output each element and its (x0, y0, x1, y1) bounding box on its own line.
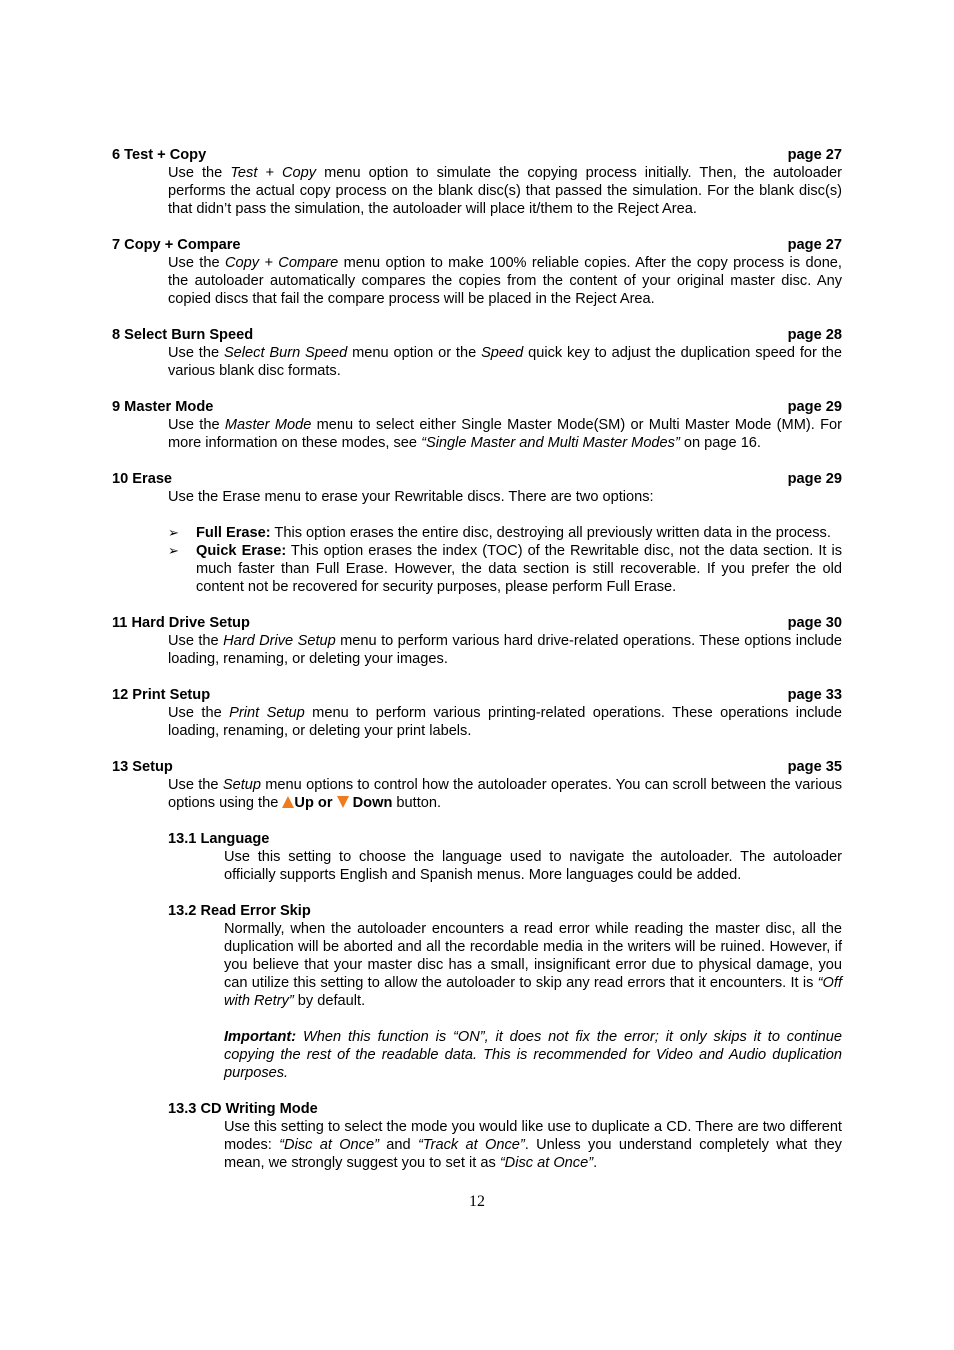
section-page-ref: page 29 (787, 399, 842, 415)
list-item: ➢ Quick Erase: This option erases the index (TOC) of the Rewritable disc, not the data section. It is much faster than Full Erase. However, the data section is still recoverable. If you prefer the old content not be recovered for security purposes, please perform Full Erase. (168, 543, 842, 595)
manual-page (112, 146, 842, 1172)
subsection-cd-writing-mode (168, 1100, 842, 1172)
subsection-body: Use this setting to choose the language used to navigate the autoloader. The autoloader officially supports English and Spanish menus. More languages could be added. (224, 849, 842, 883)
section-page-ref: page 27 (787, 147, 842, 163)
subsection-body: Use this setting to select the mode you would like use to duplicate a CD. There are two different modes: “Disc at Once” and “Track at Once”. Unless you understand completely what they mean, we strongly suggest you to set it as “Disc at Once”. (224, 1119, 842, 1171)
subsection-title: 13.2 Read Error Skip (168, 903, 311, 919)
arrow-bullet-icon: ➢ (168, 543, 179, 558)
section-body: Use the Erase menu to erase your Rewritable discs. There are two options: (168, 489, 654, 505)
section-body: Use the Print Setup menu to perform various printing-related operations. These operations include loading, renaming, or deleting your print labels. (168, 705, 842, 739)
section-title: 11 Hard Drive Setup (112, 615, 250, 631)
section-page-ref: page 30 (787, 615, 842, 631)
section-print-setup (112, 686, 842, 740)
section-title: 10 Erase (112, 471, 173, 487)
subsection-body: Normally, when the autoloader encounters a read error while reading the master disc, all the duplication will be aborted and all the recordable media in the writers will be ruined. However, if you believe that your master disc has a small, insignificant error due to physical damage, you can utilize this setting to allow the autoloader to skip any read errors that it encounters. It is “Off with Retry” by default. (224, 921, 842, 1009)
subsection-title: 13.3 CD Writing Mode (168, 1101, 318, 1117)
section-master-mode (112, 398, 842, 452)
section-page-ref: page 33 (787, 687, 842, 703)
section-title: 12 Print Setup (112, 687, 211, 703)
section-select-burn-speed (112, 326, 842, 380)
section-title: 8 Select Burn Speed (112, 327, 254, 343)
subsection-title: 13.1 Language (168, 831, 270, 847)
section-erase (112, 470, 842, 596)
section-title: 6 Test + Copy (112, 147, 207, 163)
section-title: 9 Master Mode (112, 399, 214, 415)
subsection-language (168, 830, 842, 884)
section-hard-drive-setup (112, 614, 842, 668)
section-page-ref: page 28 (787, 327, 842, 343)
section-page-ref: page 35 (787, 759, 842, 775)
section-title: 7 Copy + Compare (112, 237, 241, 253)
section-body: Use the Test + Copy menu option to simulate the copying process initially. Then, the autoloader performs the actual copy process on the blank disc(s) that passed the simulation. For the blank disc(s) that didn’t pass the simulation, the autoloader will place it/them to the Reject Area. (168, 165, 843, 217)
down-triangle-icon (337, 796, 349, 808)
section-setup (112, 758, 842, 812)
up-triangle-icon (282, 796, 294, 808)
section-page-ref: page 27 (787, 237, 842, 253)
page-number: 12 (469, 1193, 485, 1210)
arrow-bullet-icon: ➢ (168, 525, 179, 540)
erase-options-list (168, 524, 842, 596)
section-body: Use the Master Mode menu to select either Single Master Mode(SM) or Multi Master Mode (MM). For more information on these modes, see “Single Master and Multi Master Modes” on page 16. (168, 417, 842, 451)
section-body: Use the Copy + Compare menu option to make 100% reliable copies. After the copy process is done, the autoloader automatically compares the copies from the content of your original master disc. Any copied discs that fail the compare process will be placed in the Reject Area. (168, 255, 842, 307)
section-body: Use the Setup menu options to control how the autoloader operates. You can scroll between the various options using the Up or Down button. (168, 777, 842, 811)
section-copy-compare (112, 236, 842, 308)
list-item: ➢ Full Erase: This option erases the entire disc, destroying all previously written data in the process. (168, 525, 831, 541)
section-page-ref: page 29 (787, 471, 842, 487)
section-title: 13 Setup (112, 759, 173, 775)
important-note: Important: When this function is “ON”, it does not fix the error; it only skips it to continue copying the rest of the readable data. This is recommended for Video and Audio duplication purposes. (224, 1029, 842, 1081)
section-test-copy (112, 146, 842, 218)
section-body: Use the Hard Drive Setup menu to perform various hard drive-related operations. These options include loading, renaming, or deleting your images. (168, 633, 842, 667)
section-body: Use the Select Burn Speed menu option or the Speed quick key to adjust the duplication speed for the various blank disc formats. (168, 345, 842, 379)
subsection-read-error-skip (168, 902, 842, 1082)
